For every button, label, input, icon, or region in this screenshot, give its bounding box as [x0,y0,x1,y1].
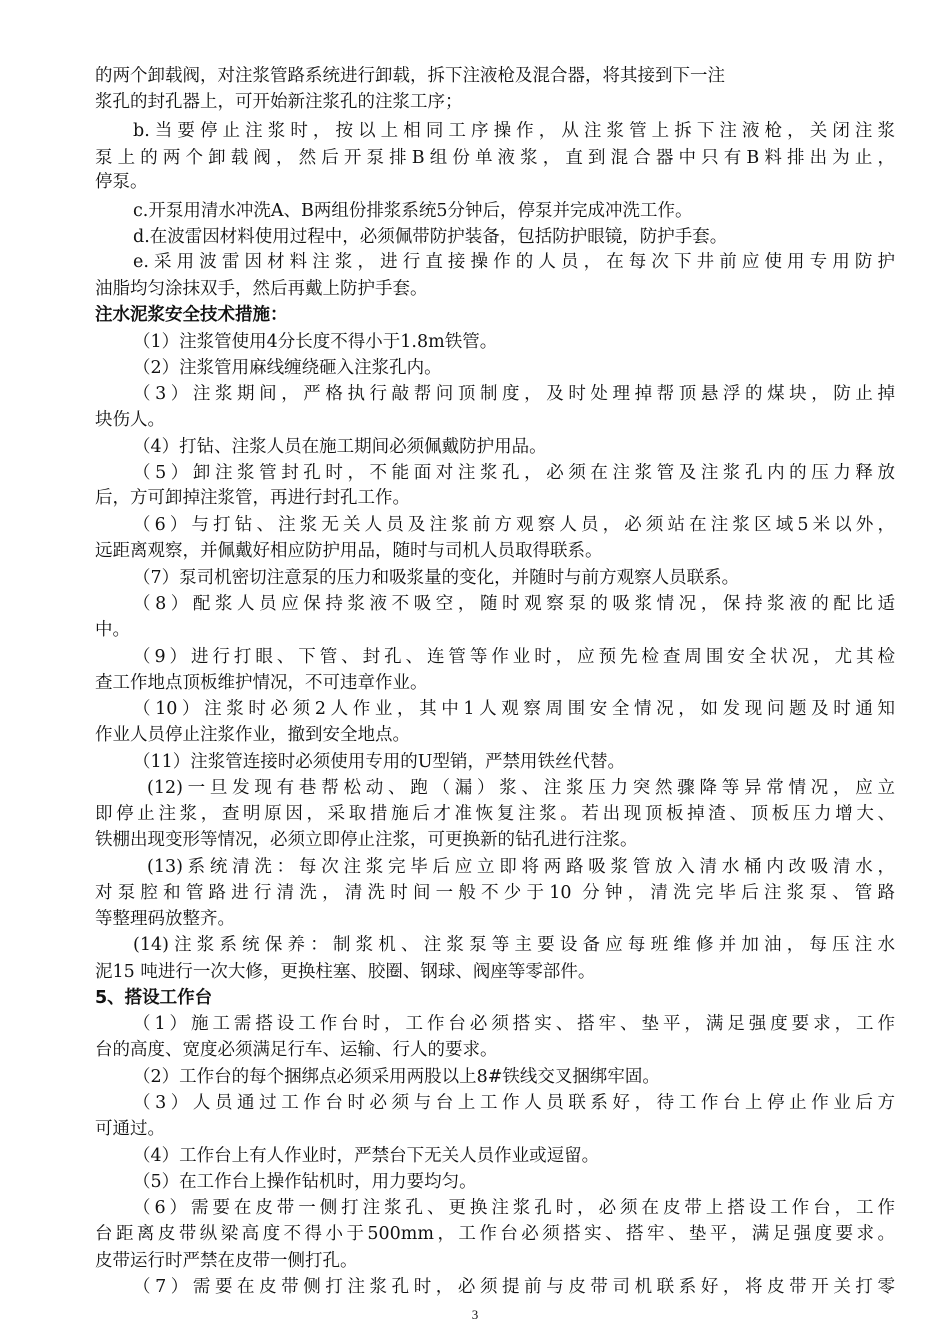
paragraph-line: 后，方可卸掉注浆管，再进行封孔工作。 [95,488,410,508]
paragraph-line: （2）注浆管用麻线缠绕砸入注浆孔内。 [133,358,442,378]
page-number: 3 [471,1307,479,1322]
paragraph-line: （6）需要在皮带一侧打注浆孔、更换注浆孔时，必须在皮带上搭设工作台，工作 [133,1198,895,1218]
paragraph-line: 对泵腔和管路进行清洗，清洗时间一般不少于10 分钟，清洗完毕后注浆泵、管路 [95,883,895,903]
paragraph-line: （11）注浆管连接时必须使用专用的U型销，严禁用铁丝代替。 [133,752,626,772]
paragraph-line: （3）注浆期间，严格执行敲帮问顶制度，及时处理掉帮顶悬浮的煤块，防止掉 [133,384,895,404]
paragraph-line: （4）工作台上有人作业时，严禁台下无关人员作业或逗留。 [133,1146,600,1166]
section-heading: 5、搭设工作台 [95,988,213,1008]
paragraph-line: （1）注浆管使用4分长度不得小于1.8m铁管。 [133,332,498,352]
paragraph-line: （8）配浆人员应保持浆液不吸空，随时观察泵的吸浆情况，保持浆液的配比适 [133,594,895,614]
paragraph-line: 铁棚出现变形等情况，必须立即停止注浆，可更换新的钻孔进行注浆。 [95,830,638,850]
paragraph-line: 台距离皮带纵梁高度不得小于500mm，工作台必须搭实、搭牢、垫平，满足强度要求。 [95,1224,895,1244]
paragraph-line: 停泵。 [95,172,148,192]
paragraph-line: 油脂均匀涂抹双手，然后再戴上防护手套。 [95,279,428,299]
paragraph-line: 查工作地点顶板维护情况，不可违章作业。 [95,673,428,693]
paragraph-line: 皮带运行时严禁在皮带一侧打孔。 [95,1251,358,1271]
paragraph-line: （4）打钻、注浆人员在施工期间必须佩戴防护用品。 [133,437,547,457]
paragraph-line: （3）人员通过工作台时必须与台上工作人员联系好，待工作台上停止作业后方 [133,1093,895,1113]
paragraph-line: 浆孔的封孔器上，可开始新注浆孔的注浆工序； [95,92,463,112]
paragraph-line: 远距离观察，并佩戴好相应防护用品，随时与司机人员取得联系。 [95,541,603,561]
paragraph-line: (13)系统清洗：每次注浆完毕后应立即将两路吸浆管放入清水桶内改吸清水， [147,857,895,877]
paragraph-line: （9）进行打眼、下管、封孔、连管等作业时，应预先检查周围安全状况，尤其检 [133,647,895,667]
paragraph-line: 等整理码放整齐。 [95,909,235,929]
paragraph-line: 中。 [95,620,130,640]
paragraph-line: （7）需要在皮带侧打注浆孔时，必须提前与皮带司机联系好，将皮带开关打零 [133,1277,895,1297]
paragraph-line: （5）卸注浆管封孔时，不能面对注浆孔，必须在注浆管及注浆孔内的压力释放 [133,463,895,483]
paragraph-line: 台的高度、宽度必须满足行车、运输、行人的要求。 [95,1040,498,1060]
paragraph-line: （7）泵司机密切注意泵的压力和吸浆量的变化，并随时与前方观察人员联系。 [133,568,740,588]
paragraph-line: （2）工作台的每个捆绑点必须采用两股以上8#铁线交叉捆绑牢固。 [133,1067,660,1087]
paragraph-line: (12)一旦发现有巷帮松动、跑（漏）浆、注浆压力突然骤降等异常情况，应立 [147,778,895,798]
paragraph-line: （1）施工需搭设工作台时，工作台必须搭实、搭牢、垫平，满足强度要求，工作 [133,1014,895,1034]
section-heading: 注水泥浆安全技术措施： [95,305,288,325]
paragraph-line: c.开泵用清水冲洗A、B两组份排浆系统5分钟后，停泵并完成冲洗工作。 [133,201,693,221]
paragraph-line: （5）在工作台上操作钻机时，用力要均匀。 [133,1172,477,1192]
paragraph-line: 块伤人。 [95,410,165,430]
paragraph-line: e.采用波雷因材料注浆，进行直接操作的人员，在每次下井前应使用专用防护 [133,252,895,272]
paragraph-line: d.在波雷因材料使用过程中，必须佩带防护装备，包括防护眼镜，防护手套。 [133,227,728,247]
paragraph-line: b.当要停止注浆时，按以上相同工序操作，从注浆管上拆下注液枪，关闭注浆 [133,121,895,141]
paragraph-line: 作业人员停止注浆作业，撤到安全地点。 [95,725,410,745]
paragraph-line: 可通过。 [95,1119,165,1139]
paragraph-line: （10）注浆时必须2人作业，其中1人观察周围安全情况，如发现问题及时通知 [133,699,895,719]
paragraph-line: 即停止注浆，查明原因，采取措施后才准恢复注浆。若出现顶板掉渣、顶板压力增大、 [95,804,895,824]
paragraph-line: 的两个卸载阀，对注浆管路系统进行卸载，拆下注液枪及混合器，将其接到下一注 [95,66,725,86]
paragraph-line: 泥15 吨进行一次大修，更换柱塞、胶圈、钢球、阀座等零部件。 [95,962,596,982]
paragraph-line: (14)注浆系统保养：制浆机、注浆泵等主要设备应每班维修并加油，每压注水 [133,935,895,955]
paragraph-line: （6）与打钻、注浆无关人员及注浆前方观察人员，必须站在注浆区域5米以外， [133,515,895,535]
paragraph-line: 泵上的两个卸载阀，然后开泵排B组份单液浆，直到混合器中只有B料排出为止， [95,148,895,168]
